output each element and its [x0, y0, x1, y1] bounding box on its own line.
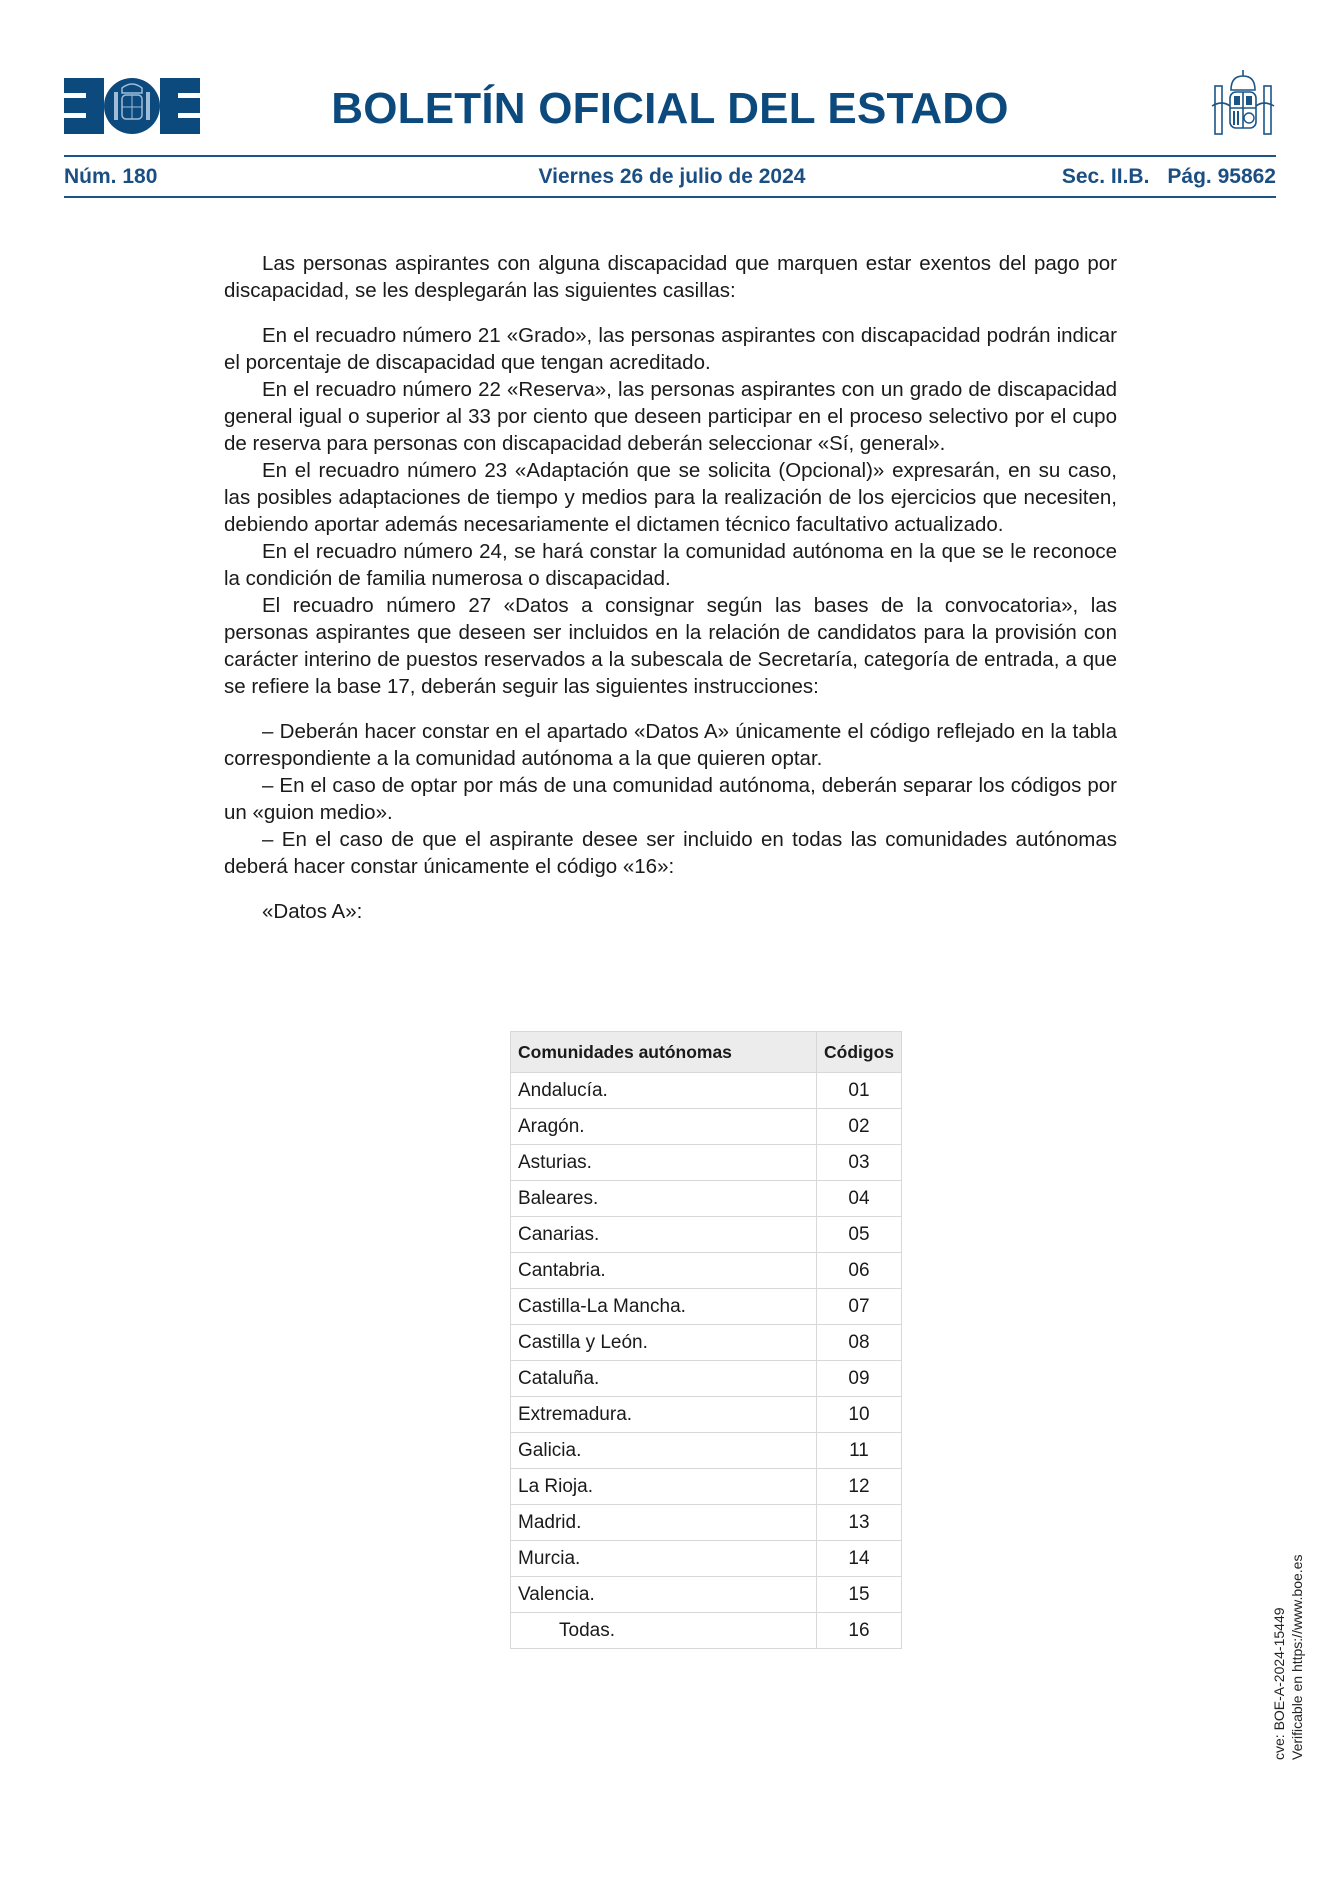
table-header-row: [511, 1032, 902, 1073]
community-code: 08: [817, 1325, 902, 1361]
community-name: Castilla-La Mancha.: [511, 1289, 817, 1325]
paragraph: En el recuadro número 24, se hará constar la comunidad autónoma en la que se le reconoce la condición de familia numerosa o discapacidad.: [224, 540, 1117, 590]
page-title: BOLETÍN OFICIAL DEL ESTADO: [331, 84, 1009, 133]
community-name: Cantabria.: [511, 1253, 817, 1289]
community-name: Canarias.: [511, 1217, 817, 1253]
paragraph: El recuadro número 27 «Datos a consignar según las bases de la convocatoria», las personas aspirantes que deseen ser incluidos en la relación de candidatos para la provisión con carácter interino de puestos reservados a la subescala de Secretaría, categoría de entrada, a que se refiere la base 17, deberán seguir las siguientes instrucciones:: [224, 594, 1117, 698]
community-name: Andalucía.: [511, 1073, 817, 1109]
community-code: 13: [817, 1505, 902, 1541]
community-code: 15: [817, 1577, 902, 1613]
community-code: 09: [817, 1361, 902, 1397]
community-code: 14: [817, 1541, 902, 1577]
table-row: [511, 1181, 902, 1217]
table-row: [511, 1469, 902, 1505]
community-name: Extremadura.: [511, 1397, 817, 1433]
paragraph: Las personas aspirantes con alguna discapacidad que marquen estar exentos del pago por discapacidad, se les desplegarán las siguientes casillas:: [224, 252, 1117, 302]
list-item: – Deberán hacer constar en el apartado «Datos A» únicamente el código reflejado en la tabla correspondiente a la comunidad autónoma a la que quieren optar.: [224, 720, 1117, 770]
verification-link[interactable]: Verificable en https://www.boe.es: [1289, 1554, 1305, 1760]
community-name: Galicia.: [511, 1433, 817, 1469]
community-name: Valencia.: [511, 1577, 817, 1613]
community-name: Madrid.: [511, 1505, 817, 1541]
community-name: Murcia.: [511, 1541, 817, 1577]
column-header-code: Códigos: [817, 1032, 902, 1073]
header-divider: [64, 155, 1276, 157]
header-divider: [64, 196, 1276, 198]
table-row: [511, 1505, 902, 1541]
table-row: [511, 1577, 902, 1613]
cve-code: cve: BOE-A-2024-15449: [1271, 1607, 1287, 1760]
community-name: Aragón.: [511, 1109, 817, 1145]
codes-table: [510, 1031, 902, 1649]
verification-footer: [1270, 1555, 1306, 1760]
table-row: [511, 1145, 902, 1181]
community-code: 02: [817, 1109, 902, 1145]
table-row: [511, 1217, 902, 1253]
section-page: [1062, 165, 1276, 189]
coat-of-arms-icon: [1210, 68, 1276, 142]
table-row: [511, 1073, 902, 1109]
table-row: [511, 1397, 902, 1433]
table-row: [511, 1325, 902, 1361]
community-name: Baleares.: [511, 1181, 817, 1217]
list-item: – En el caso de optar por más de una comunidad autónoma, deberán separar los códigos por un «guion medio».: [224, 774, 1117, 824]
table-row: [511, 1433, 902, 1469]
paragraph: En el recuadro número 21 «Grado», las personas aspirantes con discapacidad podrán indicar el porcentaje de discapacidad que tengan acreditado.: [224, 324, 1117, 374]
column-header-community: Comunidades autónomas: [511, 1032, 817, 1073]
community-name: Todas.: [511, 1613, 817, 1649]
community-code: 12: [817, 1469, 902, 1505]
community-name: La Rioja.: [511, 1469, 817, 1505]
datos-label: «Datos A»:: [262, 900, 363, 923]
table-row: [511, 1109, 902, 1145]
section-label: Sec. II.B.: [1061, 165, 1150, 188]
community-code: 04: [817, 1181, 902, 1217]
table-row: [511, 1289, 902, 1325]
community-name: Cataluña.: [511, 1361, 817, 1397]
community-code: 10: [817, 1397, 902, 1433]
page-header: [64, 78, 1276, 138]
page-number: Pág. 95862: [1167, 165, 1276, 188]
community-code: 07: [817, 1289, 902, 1325]
issue-date: Viernes 26 de julio de 2024: [538, 165, 806, 188]
community-code: 03: [817, 1145, 902, 1181]
community-code: 01: [817, 1073, 902, 1109]
list-item: – En el caso de que el aspirante desee ser incluido en todas las comunidades autónomas deberá hacer constar únicamente el código «16»:: [224, 828, 1117, 878]
community-code: 16: [817, 1613, 902, 1649]
community-code: 05: [817, 1217, 902, 1253]
issue-number: Núm. 180: [64, 165, 158, 188]
paragraph: En el recuadro número 22 «Reserva», las personas aspirantes con un grado de discapacidad general igual o superior al 33 por ciento que deseen participar en el proceso selectivo por el cupo de reserva para personas con discapacidad deberán seleccionar «Sí, general».: [224, 378, 1117, 455]
table-row: [511, 1253, 902, 1289]
community-name: Castilla y León.: [511, 1325, 817, 1361]
table-row: [511, 1541, 902, 1577]
paragraph: En el recuadro número 23 «Adaptación que se solicita (Opcional)» expresarán, en su caso, las posibles adaptaciones de tiempo y medios para la realización de los ejercicios que necesiten, debiendo aportar además necesariamente el dictamen técnico facultativo actualizado.: [224, 459, 1117, 536]
table-row: [511, 1361, 902, 1397]
document-body: [224, 250, 1117, 925]
table-row: [511, 1613, 902, 1649]
community-code: 06: [817, 1253, 902, 1289]
community-code: 11: [817, 1433, 902, 1469]
community-name: Asturias.: [511, 1145, 817, 1181]
